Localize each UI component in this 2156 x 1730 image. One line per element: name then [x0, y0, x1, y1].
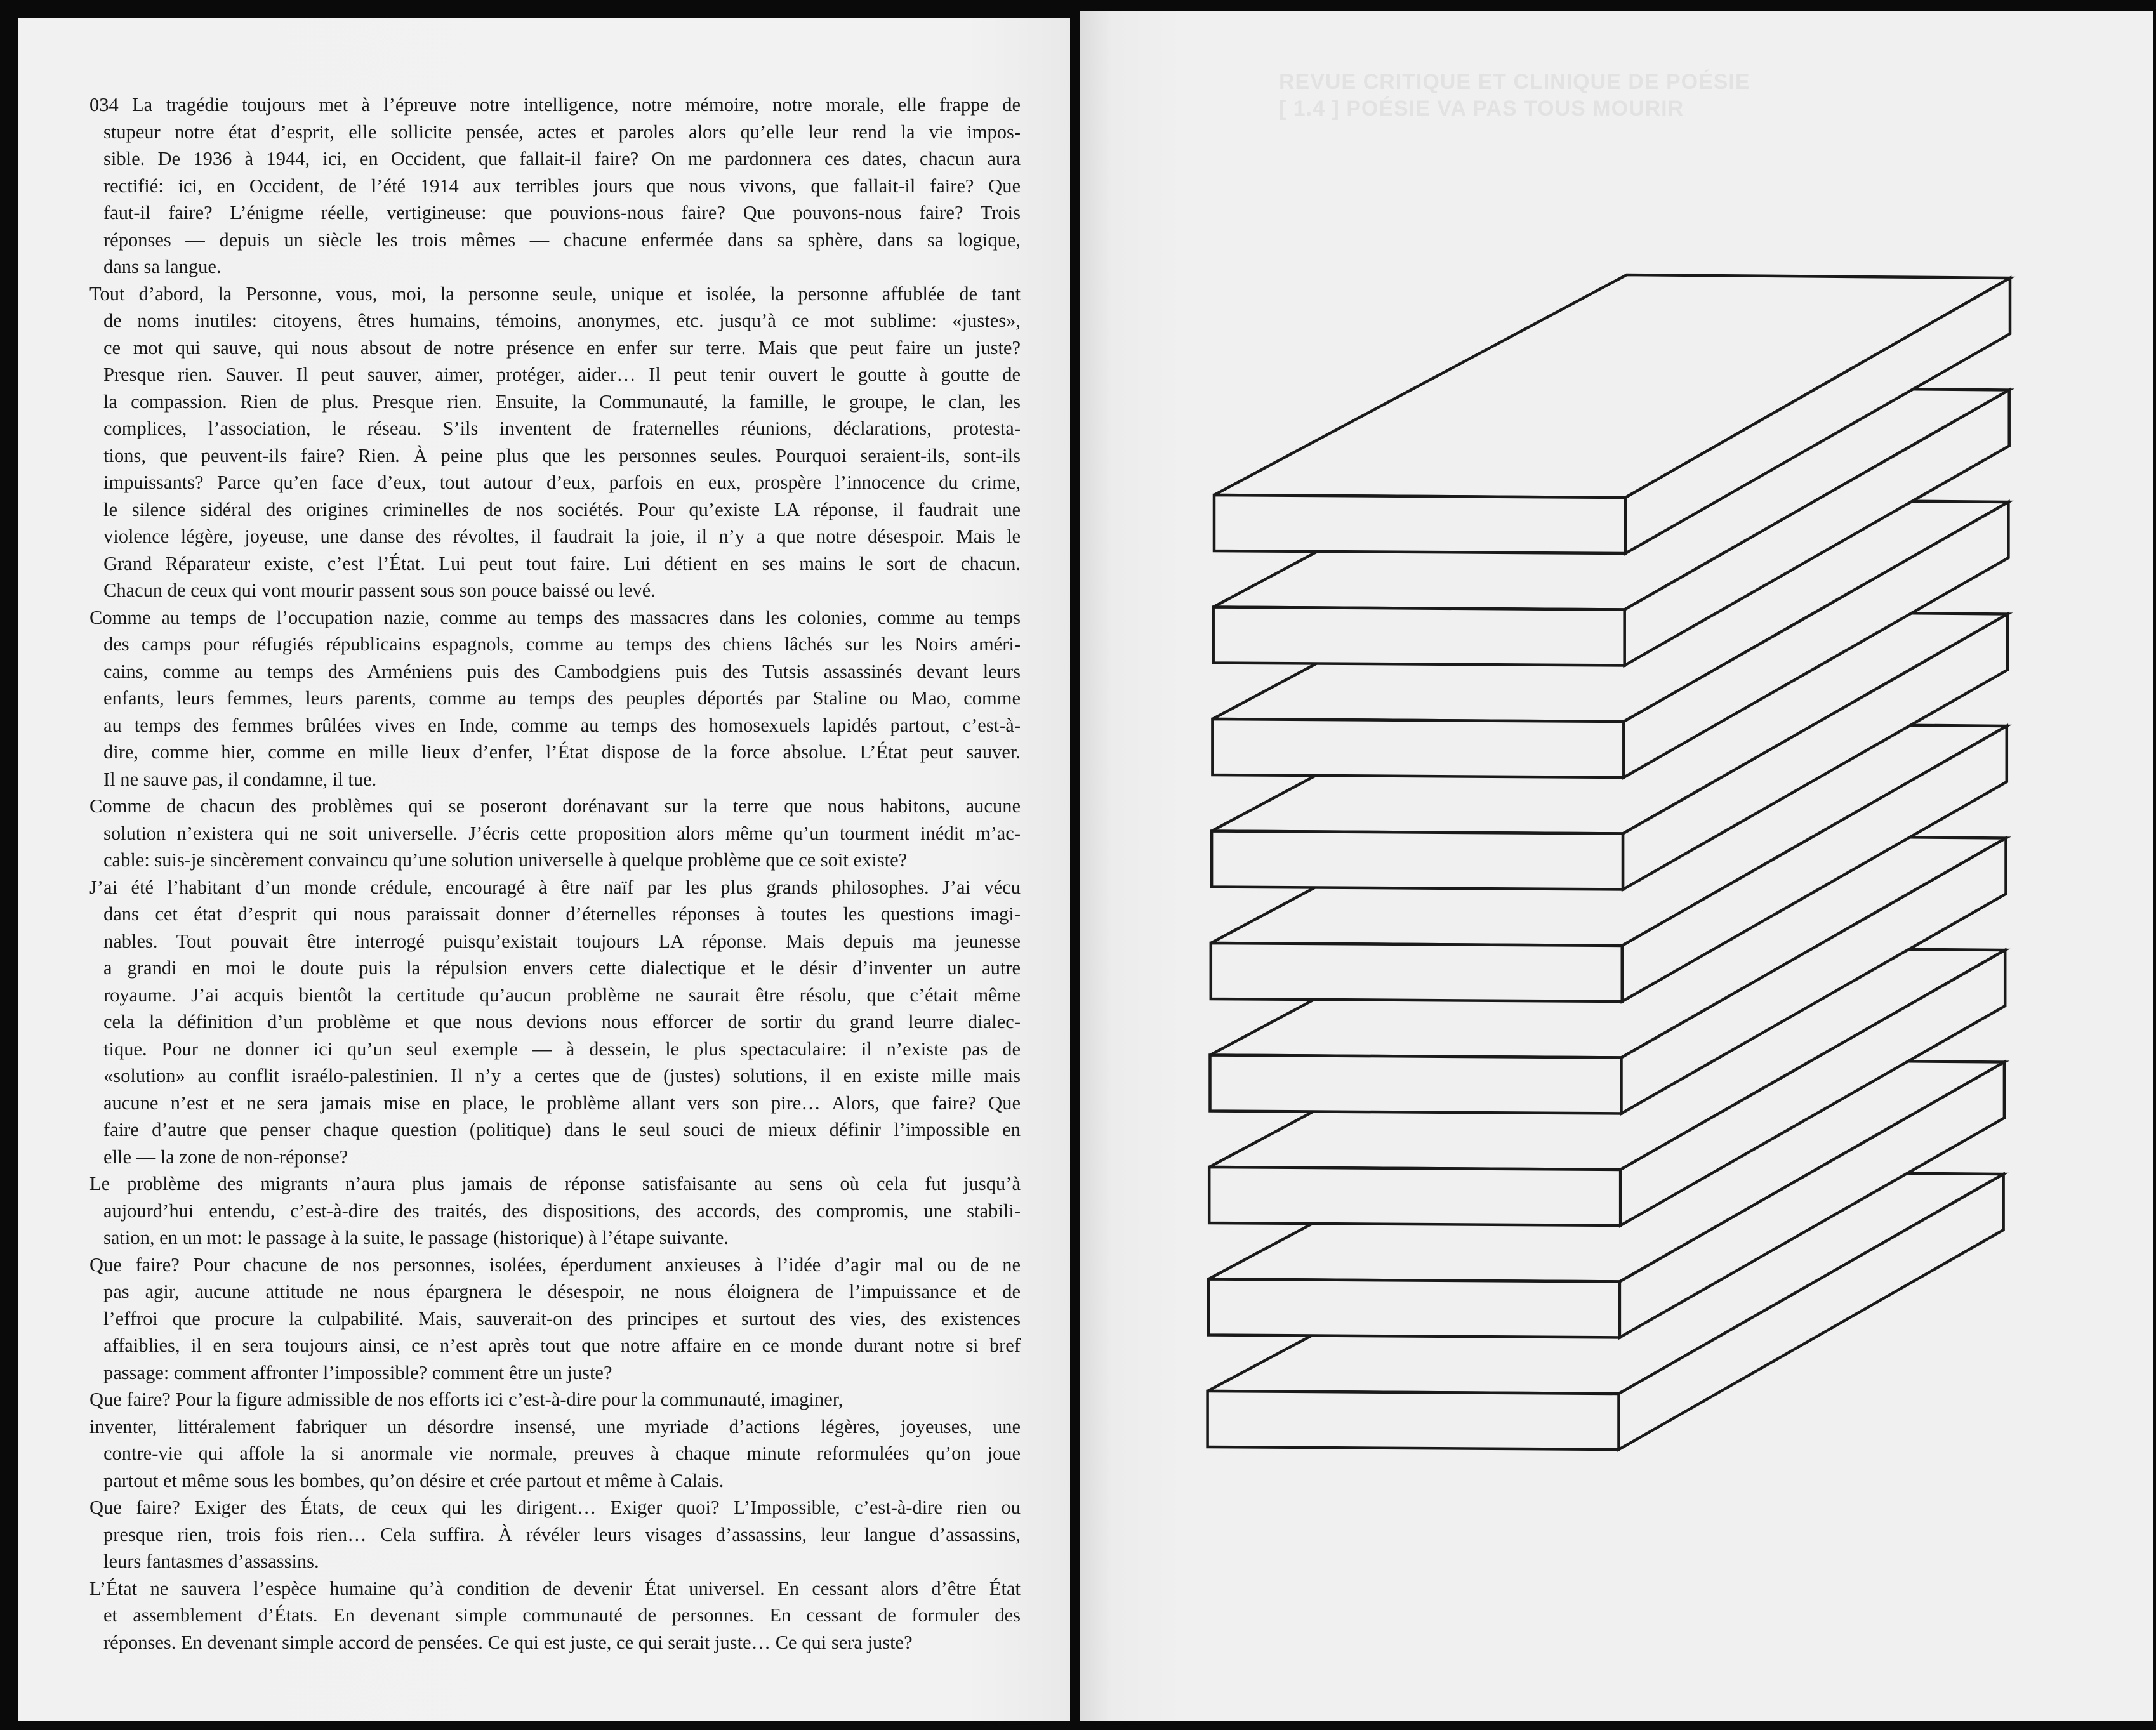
text-line: impuissants? Parce qu’en face d’eux, tout autour d’eux, parfois en eux, prospère l’innocence du crime,: [103, 472, 1021, 493]
running-head-section: [ 1.4 ] POÉSIE VA PAS TOUS MOURIR: [1279, 96, 1684, 121]
slab-front-face: [1208, 1391, 1619, 1449]
text-line: stupeur notre état d’esprit, elle sollicite pensée, actes et paroles alors qu’elle leur rend la vie impos-: [103, 121, 1021, 143]
text-line: nables. Tout pouvait être interrogé puisqu’existait toujours LA réponse. Mais depuis ma jeunesse: [103, 930, 1021, 952]
text-line: cela la définition d’un problème et que nous devions nous efforcer de sortir du grand leurre dialec-: [103, 1011, 1021, 1033]
slab-front-face: [1208, 1279, 1620, 1338]
text-line: tique. Pour ne donner ici qu’un seul exemple — à dessein, le plus spectaculaire: il n’existe pas de: [103, 1038, 1021, 1060]
text-line: dans cet état d’esprit qui nous paraissait donner d’éternelles réponses à toutes les questions imagi-: [103, 903, 1021, 925]
text-line: «solution» au conflit israélo-palestinien. Il n’y a certes que de (justes) solutions, il en existe mille mais: [103, 1065, 1021, 1086]
text-line: inventer, littéralement fabriquer un désordre insensé, une myriade d’actions légères, joyeuses, une: [89, 1415, 1021, 1437]
text-line: royaume. J’ai acquis bientôt la certitude qu’aucun problème ne saurait être résolu, que c’était même: [103, 984, 1021, 1006]
text-line: tions, que peuvent-ils faire? Rien. À peine plus que les personnes seules. Pourquoi seraient-ils, sont-ils: [103, 444, 1021, 466]
text-line: presque rien, trois fois rien… Cela suffira. À révéler leurs visages d’assassins, leur langue d’assassins,: [103, 1523, 1021, 1545]
text-line: rectifié: ici, en Occident, de l’été 1914 aux terribles jours que nous vivons, que fallait-il faire? Que: [103, 175, 1021, 197]
text-line: passage: comment affronter l’impossible? comment être un juste?: [103, 1361, 612, 1383]
text-line: l’effroi que procure la culpabilité. Mais, sauverait-on des principes et surtout des vies, des existences: [103, 1307, 1021, 1330]
text-line: Chacun de ceux qui vont mourir passent sous son pouce baissé ou levé.: [103, 579, 656, 601]
paragraph-first-line: Le problème des migrants n’aura plus jamais de réponse satisfaisante au sens où cela fut jusqu’à: [89, 1173, 1021, 1194]
text-line: pas agir, aucune attitude ne nous épargnera le désespoir, ne nous éloignera de l’impuissance et de: [103, 1281, 1021, 1302]
text-line: ce mot qui sauve, qui nous absout de notre présence en enfer sur terre. Mais que peut faire un juste?: [103, 336, 1021, 359]
paragraph-first-line: Comme au temps de l’occupation nazie, comme au temps des massacres dans les colonies, comme au temps: [89, 606, 1021, 628]
paragraph-first-line: Que faire? Exiger des États, de ceux qui les dirigent… Exiger quoi? L’Impossible, c’est-à-dire rien ou: [89, 1496, 1021, 1518]
paragraph-first-line: L’État ne sauvera l’espèce humaine qu’à condition de devenir État universel. En cessant alors d’être État: [89, 1577, 1021, 1599]
text-line: dans sa langue.: [103, 256, 222, 277]
text-line: au temps des femmes brûlées vives en Inde, comme au temps des homosexuels lapidés partout, c’est-à-: [103, 714, 1021, 736]
text-line: partout et même sous les bombes, qu’on désire et crée partout et même à Calais.: [103, 1469, 724, 1491]
paragraph-first-line: Comme de chacun des problèmes qui se poseront dorénavant sur la terre que nous habitons, aucune: [89, 795, 1021, 817]
text-line: faire d’autre que penser chaque question (politique) dans le seul souci de mieux définir l’impossible en: [103, 1119, 1021, 1140]
slab-front-face: [1210, 1055, 1622, 1114]
text-line: Il ne sauve pas, il condamne, il tue.: [103, 768, 377, 790]
slab-front-face: [1212, 831, 1623, 890]
text-line: cains, comme au temps des Arméniens puis des Cambodgiens puis des Tutsis assassinés devant leurs: [103, 660, 1021, 682]
text-line: faut-il faire? L’énigme réelle, vertigineuse: que pouvions-nous faire? Que pouvons-nous faire? Trois: [103, 202, 1021, 223]
text-line: cable: suis-je sincèrement convaincu qu’une solution universelle à quelque problème que ce soit existe?: [103, 849, 908, 871]
slab-front-face: [1209, 1167, 1620, 1225]
text-line: sible. De 1936 à 1944, ici, en Occident, que fallait-il faire? On me pardonnera ces dates, chacun aura: [103, 148, 1021, 169]
text-line: contre-vie qui affole la si anormale vie normale, preuves à chaque minute reformulées qu’on joue: [103, 1443, 1021, 1464]
text-line: le silence sidéral des origines criminelles de nos sociétés. Pour qu’existe LA réponse, il faudrait une: [103, 498, 1021, 520]
text-line: de noms inutiles: citoyens, êtres humains, témoins, anonymes, etc. jusqu’à ce mot sublime: «justes»,: [103, 310, 1021, 331]
paragraph-first-line: Que faire? Pour chacune de nos personnes, isolées, éperdument anxieuses à l’idée d’agir mal ou de ne: [89, 1253, 1021, 1276]
paragraph-first-line: 034 La tragédie toujours met à l’épreuve notre intelligence, notre mémoire, notre morale, elle frappe de: [89, 94, 1021, 116]
text-line: enfants, leurs femmes, leurs parents, comme au temps des peuples déportés par Staline ou Mao, comme: [103, 687, 1021, 709]
slab-front-face: [1214, 495, 1625, 553]
slab-front-face: [1214, 607, 1625, 666]
paragraph-first-line: Que faire? Pour la figure admissible de nos efforts ici c’est-à-dire pour la communauté, imaginer,: [89, 1389, 843, 1410]
paragraph-first-line: Tout d’abord, la Personne, vous, moi, la personne seule, unique et isolée, la personne affublée de tant: [89, 282, 1021, 305]
text-line: violence légère, joyeuse, une danse des révoltes, il faudrait la joie, il n’y a que notre désespoir. Mais le: [103, 525, 1021, 547]
text-line: leurs fantasmes d’assassins.: [103, 1550, 319, 1572]
slab-front-face: [1212, 719, 1624, 777]
text-line: Presque rien. Sauver. Il peut sauver, aimer, protéger, aider… Il peut tenir ouvert le goutte à goutte de: [103, 364, 1021, 385]
paragraph-first-line: J’ai été l’habitant d’un monde crédule, encouragé à être naïf par les plus grands philosophes. J’ai vécu: [89, 876, 1021, 898]
text-line: a grandi en moi le doute puis la répulsion envers cette dialectique et le désir d’inventer un autre: [103, 957, 1021, 979]
text-line: réponses. En devenant simple accord de pensées. Ce qui est juste, ce qui serait juste… Ce qui sera juste?: [103, 1631, 913, 1653]
text-line: aujourd’hui entendu, c’est-à-dire des traités, des dispositions, des accords, des compromis, une stabili-: [103, 1199, 1021, 1222]
running-head-journal: REVUE CRITIQUE ET CLINIQUE DE POÉSIE: [1279, 70, 1750, 94]
text-line: dire, comme hier, comme en mille lieux d’enfer, l’État dispose de la force absolue. L’État peut sauver.: [103, 741, 1021, 763]
text-line: complices, l’association, le réseau. S’ils inventent de fraternelles réunions, déclarations, protesta-: [103, 418, 1021, 439]
text-line: elle — la zone de non-réponse?: [103, 1146, 348, 1168]
text-line: la compassion. Rien de plus. Presque rien. Ensuite, la Communauté, la famille, le groupe, le clan, les: [103, 390, 1021, 413]
slab-front-face: [1211, 943, 1622, 1001]
text-line: et assemblement d’États. En devenant simple communauté de personnes. En cessant de formuler des: [103, 1604, 1021, 1626]
text-line: des camps pour réfugiés républicains espagnols, comme au temps des chiens lâchés sur les Noirs améri-: [103, 633, 1021, 655]
text-line: réponses — depuis un siècle les trois mêmes — chacune enfermée dans sa sphère, dans sa logique,: [103, 228, 1021, 251]
text-line: sation, en un mot: le passage à la suite, le passage (historique) à l’étape suivante.: [103, 1227, 729, 1248]
text-line: aucune n’est et ne sera jamais mise en place, le problème allant vers son pire… Alors, que faire? Que: [103, 1092, 1021, 1114]
text-line: solution n’existera qui ne soit universelle. J’écris cette proposition alors même qu’un tourment inédit m’ac-: [103, 822, 1021, 844]
text-line: affaiblies, il en sera toujours ainsi, ce n’est après tout que notre affaire en ce monde durant notre si bref: [103, 1335, 1021, 1356]
text-line: Grand Réparateur existe, c’est l’État. Lui peut tout faire. Lui détient en ses mains le sort de chacun.: [103, 552, 1021, 574]
